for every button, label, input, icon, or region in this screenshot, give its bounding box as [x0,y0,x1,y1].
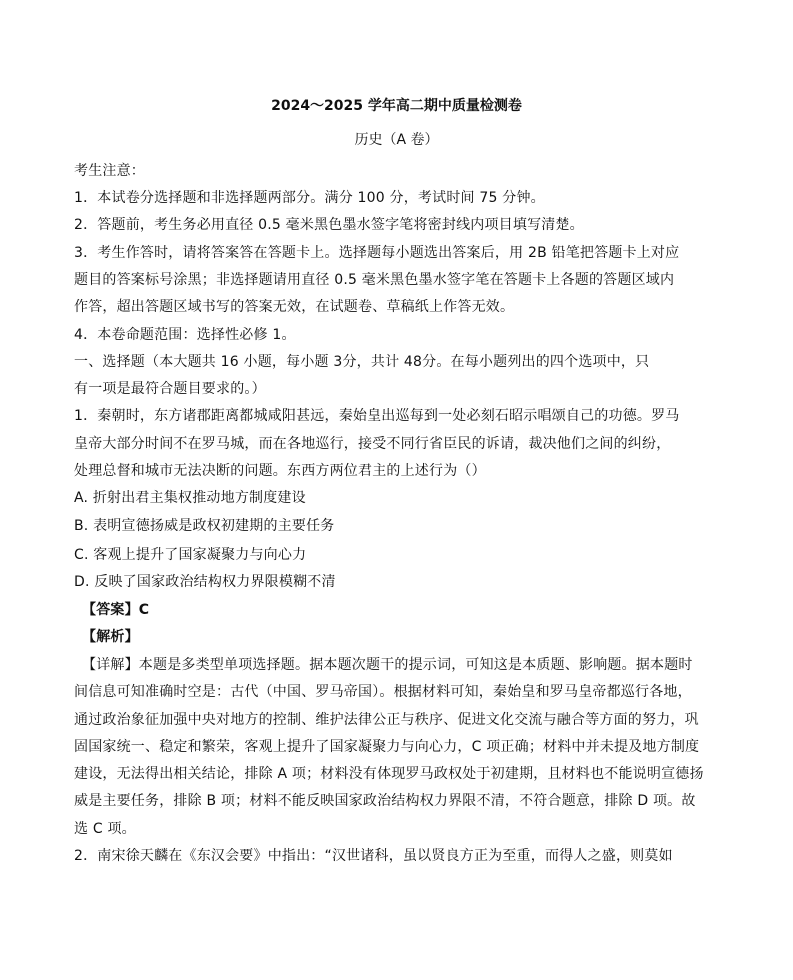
detail-line: 固国家统一、稳定和繁荣，客观上提升了国家凝聚力与向心力，C 项正确；材料中并未提及地方制度 [74,739,700,755]
detail-line: 威是主要任务，排除 B 项；材料不能反映国家政治结构权力界限不清，不符合题意，排除 D 项。故 [74,793,696,809]
notice-line: 1．本试卷分选择题和非选择题两部分。满分 100 分，考试时间 75 分钟。 [74,190,545,206]
question-option: B. 表明宣德扬威是政权初建期的主要任务 [74,518,335,534]
question-stem-line: 2．南宋徐天麟在《东汉会要》中指出：“汉世诸科，虽以贤良方正为至重，而得人之盛，则莫如 [74,848,673,864]
question-stem-line: 处理总督和城市无法决断的问题。东西方两位君主的上述行为（） [74,463,486,479]
detail-line: 选 C 项。 [74,821,136,837]
question-option: C. 客观上提升了国家凝聚力与向心力 [74,547,307,563]
document-title: 2024～2025 学年高二期中质量检测卷 [271,98,522,114]
notice-line: 题目的答案标号涂黑；非选择题请用直径 0.5 毫米黑色墨水签字笔在答题卡上各题的答题区域内 [74,272,675,288]
notice-line: 作答，超出答题区域书写的答案无效，在试题卷、草稿纸上作答无效。 [74,299,515,315]
section-intro-line: 一、选择题（本大题共 16 小题，每小题 3分，共计 48分。在每小题列出的四个选项中，只 [74,354,650,370]
answer-label: 【答案】C [82,602,150,618]
section-intro-line: 有一项是最符合题目要求的。） [74,381,266,397]
question-option: D. 反映了国家政治结构权力界限模糊不清 [74,574,336,590]
notice-line: 2．答题前，考生务必用直径 0.5 毫米黑色墨水签字笔将密封线内项目填写清楚。 [74,217,584,233]
detail-line: 间信息可知准确时空是：古代（中国、罗马帝国）。根据材料可知，秦始皇和罗马皇帝都巡行各地， [74,684,692,700]
detail-line: 建设，无法得出相关结论，排除 A 项；材料没有体现罗马政权处于初建期，且材料也不能说明宣德扬 [74,766,704,782]
question-option: A. 折射出君主集权推动地方制度建设 [74,490,306,506]
analysis-heading: 【解析】 [82,629,139,645]
detail-line: 通过政治象征加强中央对地方的控制、维护法律公正与秩序、促进文化交流与融合等方面的努力，巩 [74,712,699,728]
question-stem-line: 皇帝大部分时间不在罗马城，而在各地巡行，接受不同行省臣民的诉请，裁决他们之间的纠纷， [74,436,671,452]
notice-line: 4．本卷命题范围：选择性必修 1。 [74,327,296,343]
notice-line: 3．考生作答时，请将答案答在答题卡上。选择题每小题选出答案后，用 2B 铅笔把答题卡上对应 [74,245,680,261]
document-subtitle: 历史（A 卷） [354,132,439,148]
detail-line: 【详解】本题是多类型单项选择题。据本题次题干的提示词，可知这是本质题、影响题。据本题时 [82,657,693,673]
notice-heading: 考生注意： [74,163,145,179]
question-stem-line: 1．秦朝时，东方诸郡距离都城咸阳甚远，秦始皇出巡每到一处必刻石昭示唱颂自己的功德。罗马 [74,408,680,424]
